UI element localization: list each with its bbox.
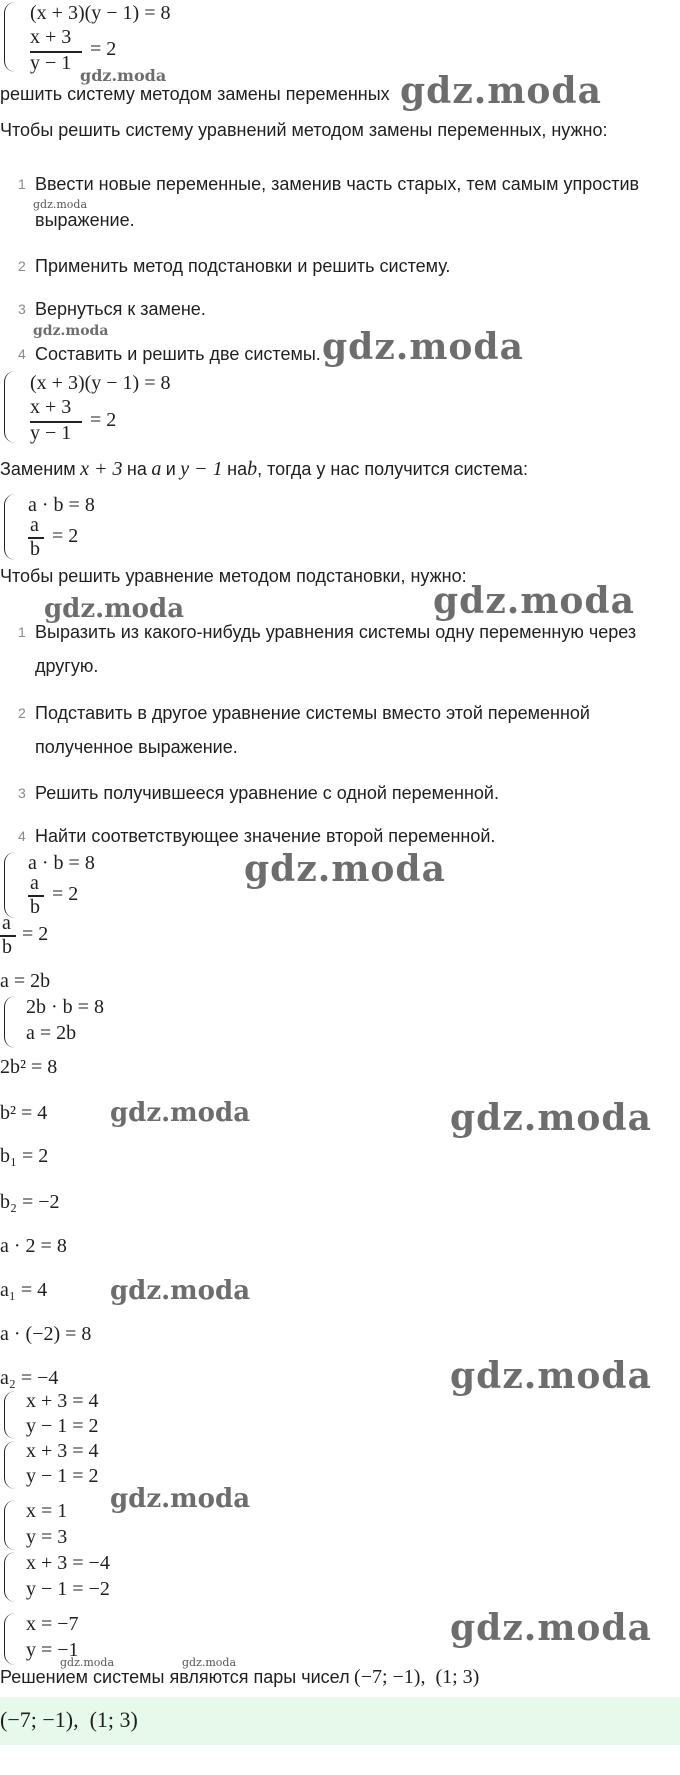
step-text: Решить получившееся уравнение с одной переменной.	[35, 783, 499, 803]
step-number: 4	[18, 346, 26, 362]
step-text: Выразить из какого-нибудь уравнения системы одну переменную через	[35, 622, 637, 642]
step-number: 3	[18, 301, 26, 317]
watermark: gdz.moda	[110, 1484, 251, 1514]
watermark: gdz.moda	[400, 70, 602, 112]
watermark: gdz.moda	[450, 1097, 652, 1139]
step-text: Ввести новые переменные, заменив часть старых, тем самым упростив	[35, 174, 640, 194]
watermark: gdz.moda	[450, 1607, 652, 1649]
sub-var-a: a	[151, 458, 162, 480]
watermark: gdz.moda	[322, 326, 524, 368]
sys8-eq1: x = −7	[26, 1613, 79, 1635]
sys6a-eq1: x + 3 = 4	[26, 1390, 99, 1412]
sys7b-eq1: x + 3 = −4	[26, 1552, 110, 1574]
sub-mid3: на	[227, 459, 248, 479]
sub-mid2: и	[165, 459, 176, 479]
watermark: gdz.moda	[44, 594, 185, 624]
sys6a-eq2: y − 1 = 2	[26, 1415, 99, 1437]
watermark: gdz.moda	[110, 1098, 251, 1128]
system2-eq2-den: y − 1	[30, 422, 72, 444]
line-2b2: 2b² = 8	[0, 1056, 58, 1078]
line-a2-neg: a₂ = −4	[0, 1367, 59, 1389]
line-b1: b₁ = 2	[0, 1145, 49, 1167]
system2-eq1: (x + 3)(y − 1) = 8	[30, 372, 171, 394]
sys5-eq1: 2b · b = 8	[26, 996, 104, 1018]
answer-box	[0, 1697, 680, 1745]
step-text: выражение.	[35, 210, 135, 230]
watermark: gdz.moda	[110, 1276, 251, 1306]
sub-var-b: b	[247, 458, 258, 480]
system2-eq2-rhs: = 2	[90, 409, 117, 431]
step-text: Применить метод подстановки и решить систему.	[35, 256, 451, 276]
system3-eq2-num: a	[30, 514, 39, 536]
step-number: 2	[18, 705, 26, 721]
sys4-eq1: a · b = 8	[28, 852, 95, 874]
sub-suffix: , тогда у нас получится система:	[257, 459, 528, 479]
system-brace	[4, 996, 15, 1048]
step-text: Найти соответствующее значение второй переменной.	[35, 826, 496, 846]
system-brace	[4, 1441, 15, 1489]
task-text: решить систему методом замены переменных	[0, 84, 390, 104]
system3-eq2-den: b	[30, 538, 40, 560]
a-equation: a = 2b	[0, 970, 51, 992]
watermark: gdz.moda	[33, 198, 88, 211]
frac-rhs: = 2	[22, 923, 49, 945]
step-number: 4	[18, 828, 26, 844]
line-a-neg2: a · (−2) = 8	[0, 1323, 92, 1345]
watermark: gdz.moda	[60, 1656, 115, 1669]
watermark: gdz.moda	[433, 580, 635, 622]
system-brace	[4, 1391, 15, 1439]
system1-eq2-num: x + 3	[30, 26, 72, 48]
sys8-eq2: y = −1	[26, 1639, 79, 1661]
watermark: gdz.moda	[182, 1656, 237, 1669]
watermark: gdz.moda	[244, 848, 446, 890]
system1-eq2-den: y − 1	[30, 52, 72, 74]
step-number: 2	[18, 258, 26, 274]
sys7a-eq2: y = 3	[26, 1526, 68, 1548]
lead2-text: Чтобы решить уравнение методом подстановки, нужно:	[0, 566, 467, 586]
system1-eq1: (x + 3)(y − 1) = 8	[30, 2, 171, 24]
watermark: gdz.moda	[80, 66, 167, 85]
system-brace	[4, 371, 15, 443]
watermark: gdz.moda	[450, 1355, 652, 1397]
sub-expr1: x + 3	[80, 458, 123, 480]
system3-eq2-rhs: = 2	[52, 525, 79, 547]
line-a1: a₁ = 4	[0, 1279, 48, 1301]
step-text: Подставить в другое уравнение системы вместо этой переменной	[35, 703, 590, 723]
step-text: Вернуться к замене.	[35, 299, 206, 319]
step-text: Составить и решить две системы.	[35, 344, 321, 364]
sub-prefix: Заменим	[0, 459, 76, 479]
line-b2-neg: b₂ = −2	[0, 1191, 60, 1213]
conclusion-pairs: (−7; −1), (1; 3)	[354, 1666, 480, 1688]
system1-eq2-rhs: = 2	[90, 38, 117, 60]
sys6b-eq1: x + 3 = 4	[26, 1440, 99, 1462]
sys4-eq2-num: a	[30, 872, 39, 894]
frac-den: b	[2, 936, 12, 958]
line-a2: a · 2 = 8	[0, 1235, 67, 1257]
conclusion-text: Решением системы являются пары чисел	[0, 1667, 350, 1687]
system-brace	[4, 852, 15, 918]
lead-text: Чтобы решить систему уравнений методом замены переменных, нужно:	[0, 120, 608, 140]
sys4-eq2-den: b	[30, 896, 40, 918]
sub-expr2: y − 1	[180, 458, 223, 480]
step-number: 1	[18, 624, 26, 640]
sys5-eq2: a = 2b	[26, 1022, 77, 1044]
system3-eq1: a · b = 8	[28, 494, 95, 516]
conclusion-line	[0, 1666, 479, 1689]
sys4-eq2-rhs: = 2	[52, 883, 79, 905]
sys7a-eq1: x = 1	[26, 1500, 68, 1522]
step-number: 1	[18, 176, 26, 192]
frac-num: a	[2, 912, 11, 934]
sub-mid1: на	[126, 459, 147, 479]
sys7b-eq2: y − 1 = −2	[26, 1578, 110, 1600]
substitution-line	[0, 458, 528, 481]
line-b2: b² = 4	[0, 1102, 48, 1124]
system-brace	[4, 1552, 15, 1602]
system2-eq2-num: x + 3	[30, 396, 72, 418]
step-text: другую.	[35, 656, 99, 676]
system-brace	[4, 494, 15, 560]
step-number: 3	[18, 785, 26, 801]
system-brace	[4, 1613, 15, 1665]
system-brace	[4, 1500, 15, 1550]
watermark: gdz.moda	[33, 323, 109, 339]
answer-value: (−7; −1), (1; 3)	[0, 1707, 138, 1732]
system-brace	[4, 2, 15, 72]
step-text: полученное выражение.	[35, 737, 238, 757]
sys6b-eq2: y − 1 = 2	[26, 1465, 99, 1487]
